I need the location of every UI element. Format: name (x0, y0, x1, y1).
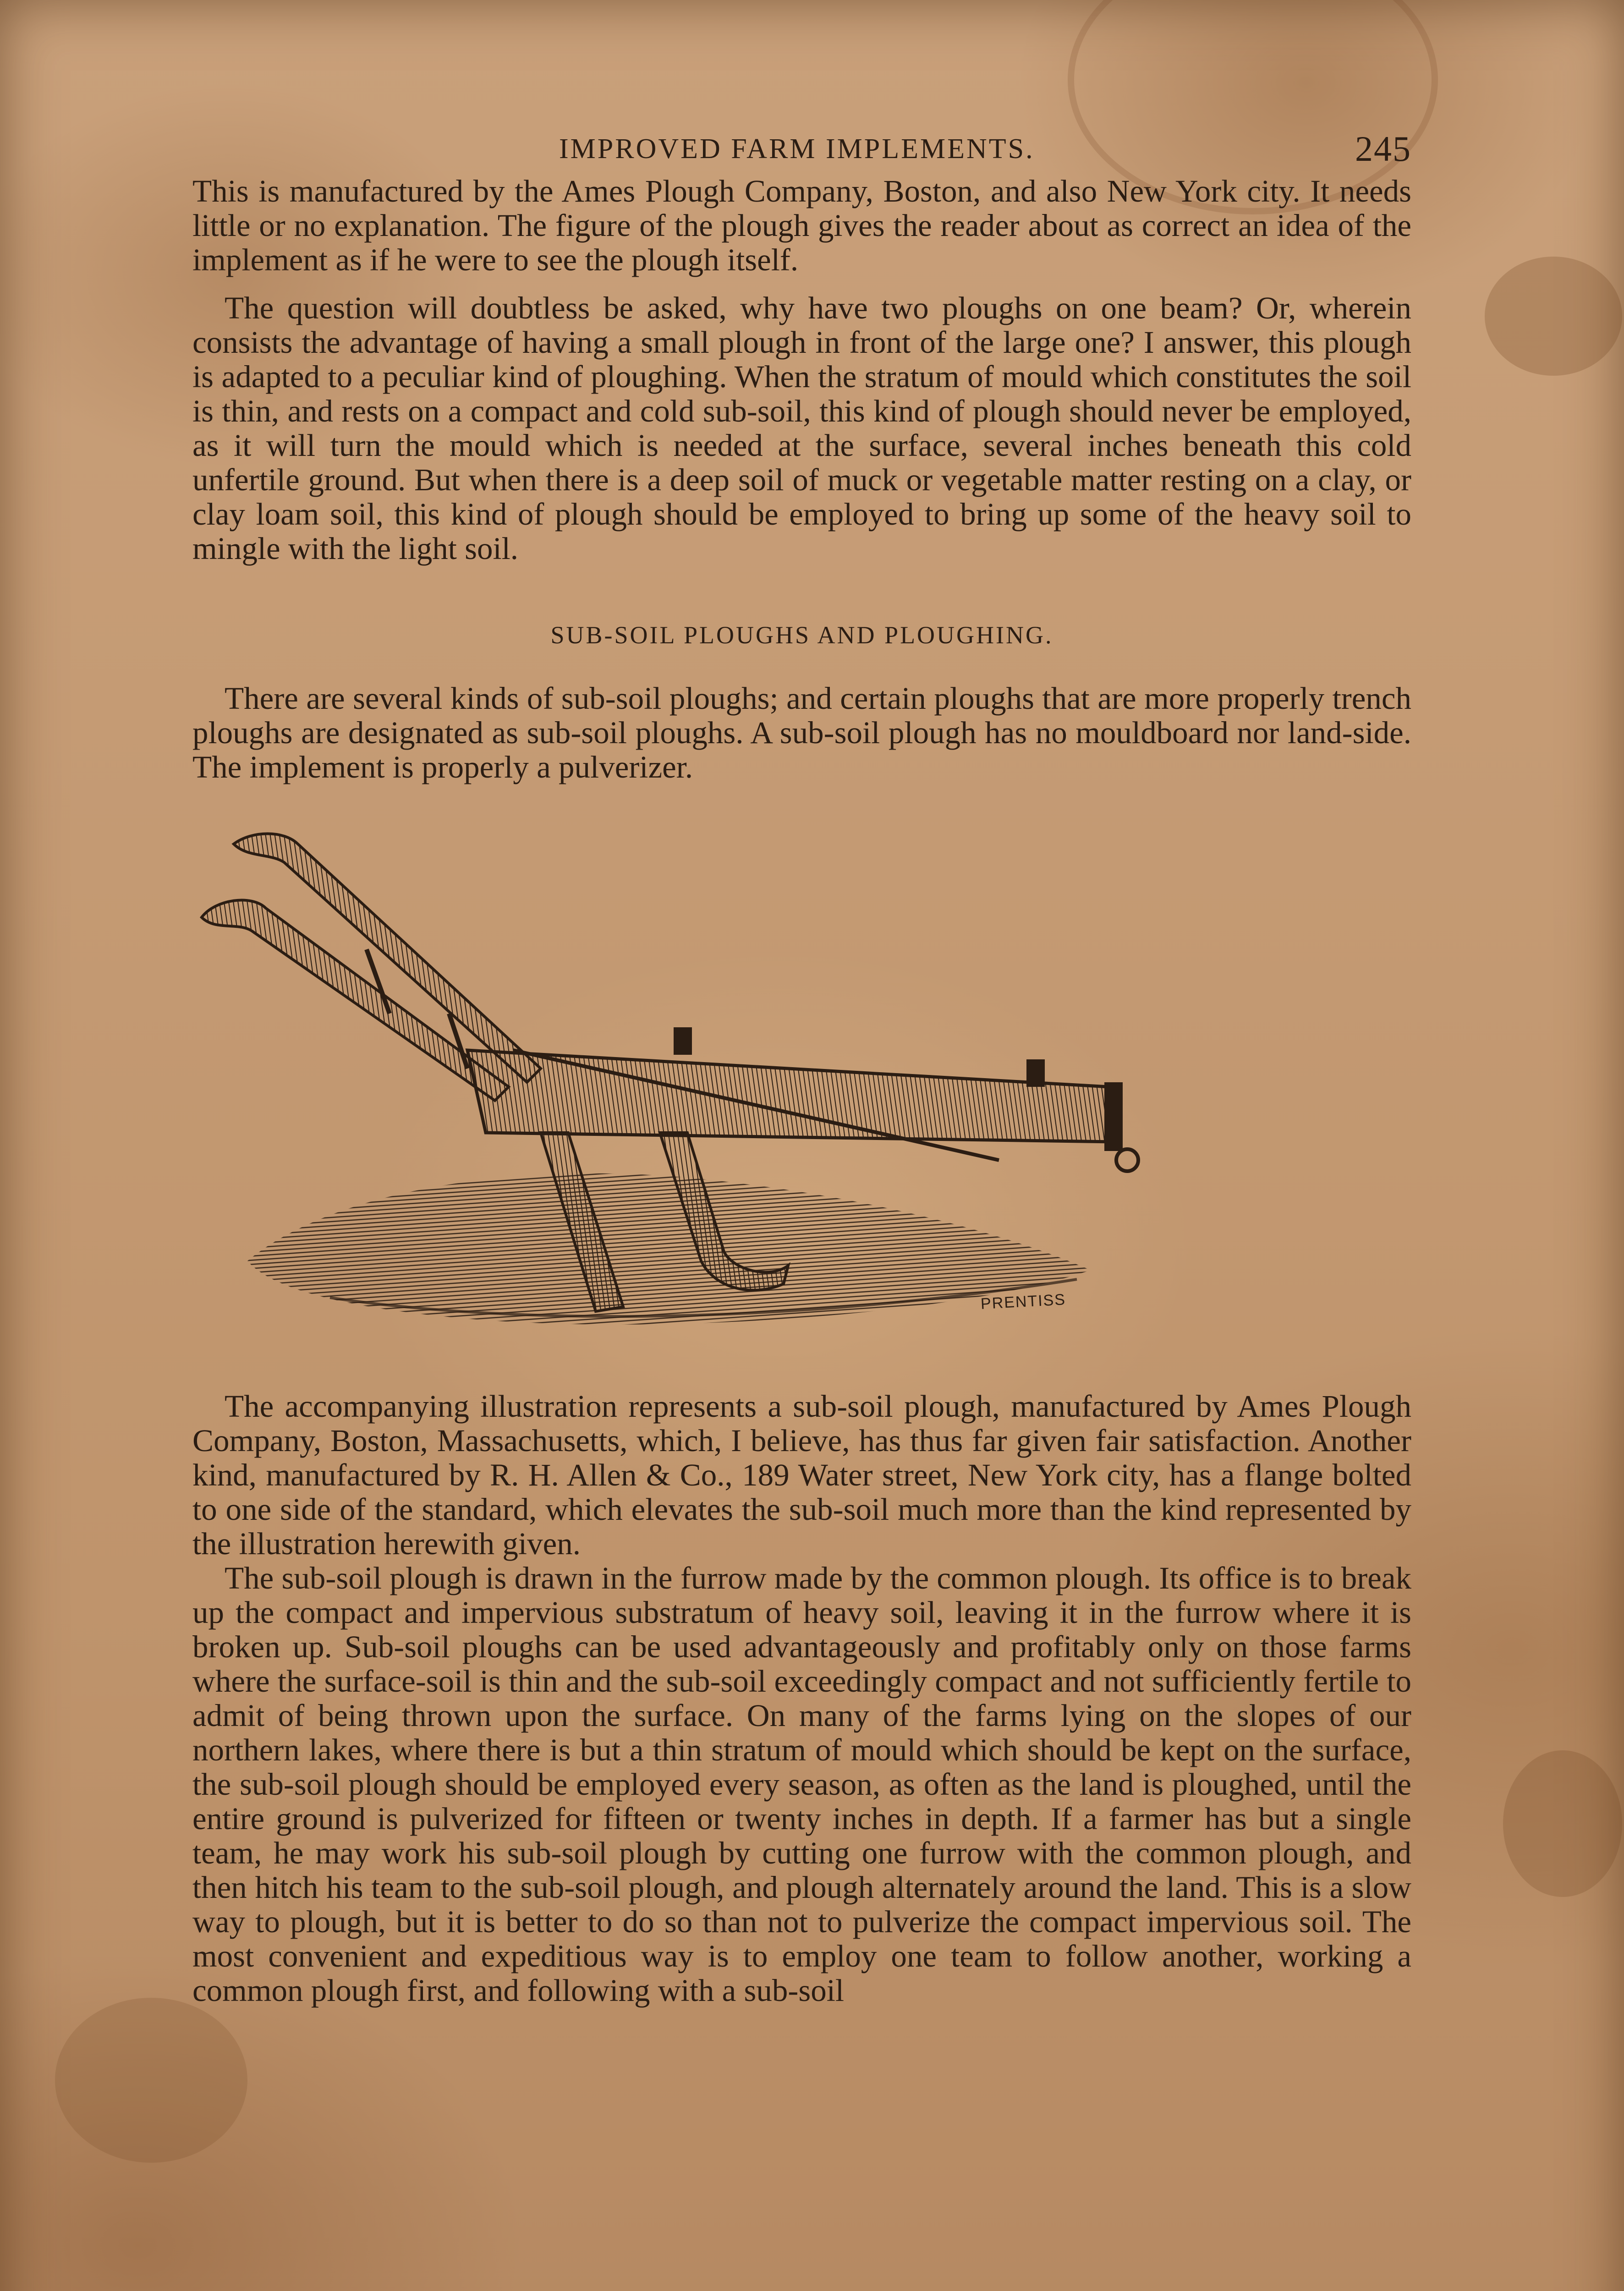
plough-illustration (192, 812, 1411, 1362)
page-number: 245 (1355, 129, 1411, 169)
running-title: IMPROVED FARM IMPLEMENTS. (559, 133, 1035, 164)
sub-soil-plough-icon (192, 812, 1411, 1362)
engraver-signature: PRENTISS (980, 1291, 1066, 1313)
paragraph: The accompanying illustration represents a sub-soil plough, manufactured by Ames Plough Company, Boston, Massachusetts, which, I believe, has thus far given fair satisfaction. Another kind, manufactured by R. H. Allen & Co., 189 Water street, New York city, has a flange bolted to one side of the standard, which elevates the sub-soil much more than the kind represented by the illustration herewith given. (192, 1389, 1411, 1561)
foxing-stain (55, 1998, 247, 2163)
paragraph: There are several kinds of sub-soil ploughs; and certain ploughs that are more properly trench ploughs are designated as sub-soil ploughs. A sub-soil plough has no mouldboard nor land-side. The implement is properly a pulverizer. (192, 681, 1411, 784)
section-heading: SUB-SOIL PLOUGHS AND PLOUGHING. (550, 621, 1053, 649)
paragraph: The question will doubtless be asked, why have two ploughs on one beam? Or, wherein consists the advantage of having a small plough in front of the large one? I answer, this plough is adapted to a peculiar kind of ploughing. When the stratum of mould which constitutes the soil is thin, and rests on a compact and cold sub-soil, this kind of plough should never be employed, as it will turn the mould which is needed at the surface, several inches beneath this cold unfertile ground. But when there is a deep soil of muck or vegetable matter resting on a clay, or clay loam soil, this kind of plough should be employed to bring up some of the heavy soil to mingle with the light soil. (192, 290, 1411, 566)
page-content (192, 115, 1411, 2008)
foxing-stain (1503, 1750, 1622, 1897)
paragraph: The sub-soil plough is drawn in the furrow made by the common plough. Its office is to break up the compact and impervious substratum of heavy soil, leaving it in the furrow where it is broken up. Sub-soil ploughs can be used advantageously and profitably only on those farms where the surface-soil is thin and the sub-soil exceedingly compact and not sufficiently fertile to admit of being thrown upon the surface. On many of the farms lying on the slopes of our northern lakes, where there is but a thin stratum of mould which should be kept on the surface, the sub-soil plough should be employed every season, as often as the land is ploughed, until the entire ground is pulverized for fifteen or twenty inches in depth. If a farmer has but a single team, he may work his sub-soil plough by cutting one furrow with the common plough, and then hitch his team to the sub-soil plough, and plough alternately around the land. This is a slow way to plough, but it is better to do so than not to pulverize the compact impervious soil. The most convenient and expeditious way is to employ one team to follow another, working a common plough first, and following with a sub-soil (192, 1561, 1411, 2008)
page-header (192, 115, 1411, 174)
foxing-stain (1485, 257, 1622, 376)
paragraph: This is manufactured by the Ames Plough Company, Boston, and also New York city. It needs little or no explanation. The figure of the plough gives the reader about as correct an idea of the implement as if he were to see the plough itself. (192, 174, 1411, 277)
